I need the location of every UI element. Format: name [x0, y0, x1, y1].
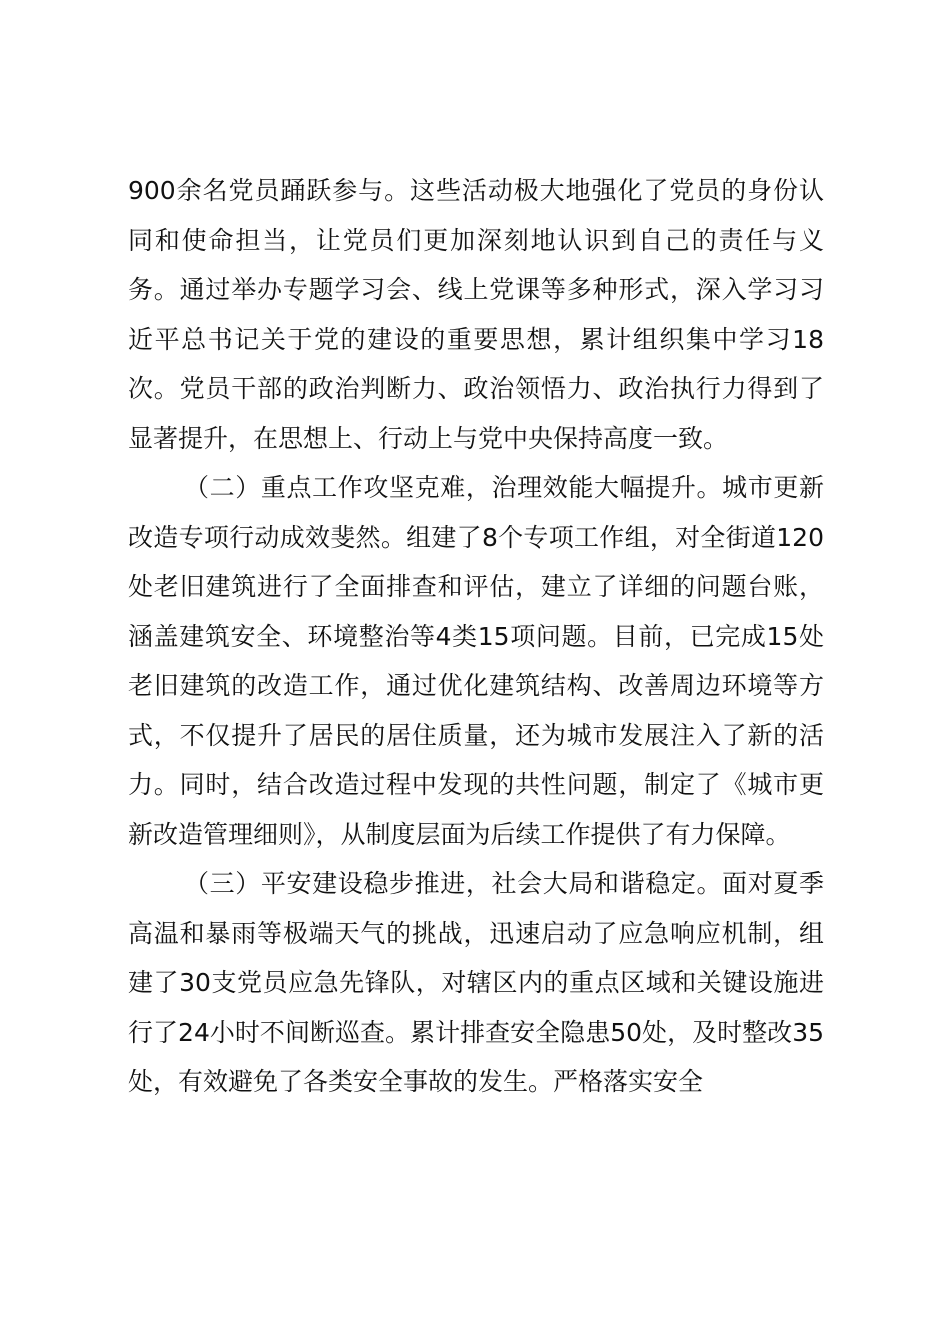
paragraph-party-study: 900余名党员踊跃参与。这些活动极大地强化了党员的身份认同和使命担当，让党员们更加深刻地认识到自己的责任与义务。通过举办专题学习会、线上党课等多种形式，深入学习习近平总书记关于党的建设的重要思想，累计组织集中学习18次。党员干部的政治判断力、政治领悟力、政治执行力得到了显著提升，在思想上、行动上与党中央保持高度一致。 — [128, 176, 824, 453]
paragraph-urban-renewal: （二）重点工作攻坚克难，治理效能大幅提升。城市更新改造专项行动成效斐然。组建了8个专项工作组，对全街道120处老旧建筑进行了全面排查和评估，建立了详细的问题台账，涵盖建筑安全、环境整治等4类15项问题。目前，已完成15处老旧建筑的改造工作，通过优化建筑结构、改善周边环境等方式，不仅提升了居民的居住质量，还为城市发展注入了新的活力。同时，结合改造过程中发现的共性问题，制定了《城市更新改造管理细则》，从制度层面为后续工作提供了有力保障。 — [128, 473, 824, 849]
paragraph-public-safety: （三）平安建设稳步推进，社会大局和谐稳定。面对夏季高温和暴雨等极端天气的挑战，迅速启动了应急响应机制，组建了30支党员应急先锋队，对辖区内的重点区域和关键设施进行了24小时不间断巡查。累计排查安全隐患50处，及时整改35处，有效避免了各类安全事故的发生。严格落实安全 — [128, 869, 824, 1096]
document-body — [128, 166, 824, 1107]
